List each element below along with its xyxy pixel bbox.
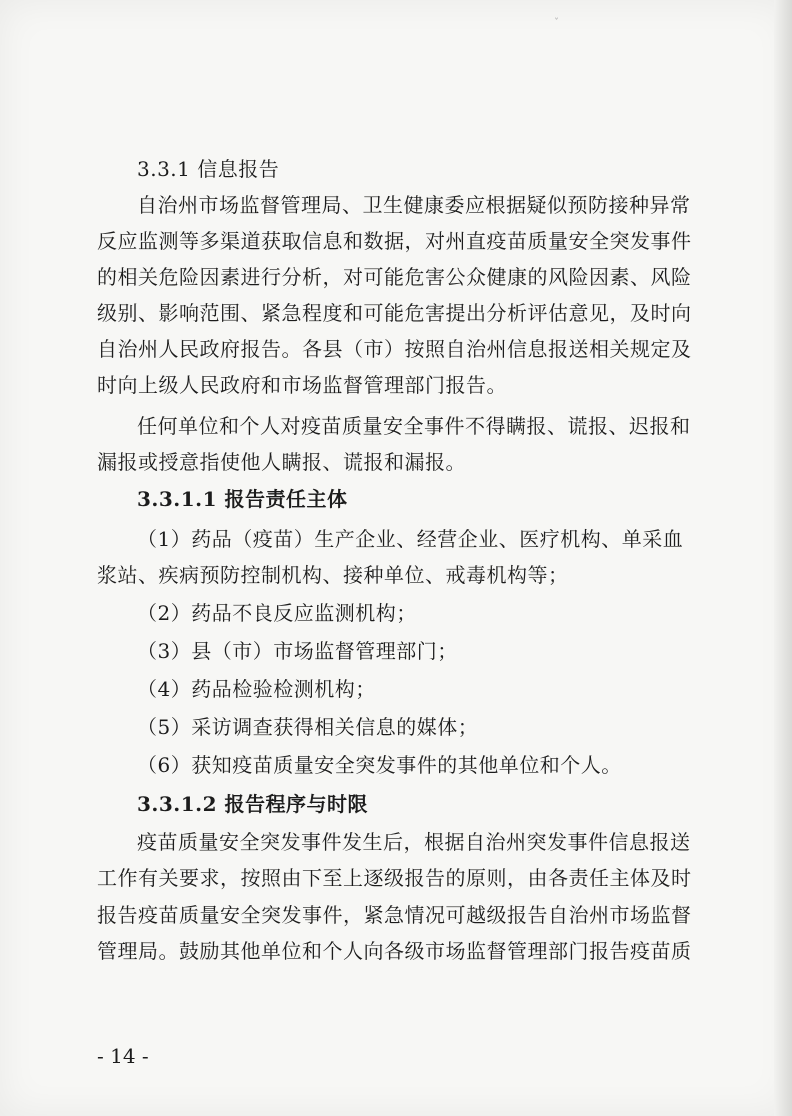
paragraph-line: 疫苗质量安全突发事件发生后，根据自治州突发事件信息报送 (137, 830, 691, 854)
list-item: （4）药品检验检测机构； (137, 677, 376, 701)
paragraph-line: 的相关危险因素进行分析，对可能危害公众健康的风险因素、风险 (97, 265, 692, 289)
scanned-page-edge (774, 0, 792, 1116)
list-item: （6）获知疫苗质量安全突发事件的其他单位和个人。 (137, 753, 622, 777)
list-item: （5）采访调查获得相关信息的媒体； (137, 715, 479, 739)
list-item: （3）县（市）市场监督管理部门； (137, 639, 458, 663)
paragraph-line: 报告疫苗质量安全突发事件，紧急情况可越级报告自治州市场监督 (97, 903, 692, 927)
paragraph-line: 时向上级人民政府和市场监督管理部门报告。 (97, 373, 507, 397)
paragraph-line: 反应监测等多渠道获取信息和数据，对州直疫苗质量安全突发事件 (97, 229, 692, 253)
scan-mark: ˇ (554, 18, 559, 29)
list-item-continuation: 浆站、疾病预防控制机构、接种单位、戒毒机构等； (97, 563, 569, 587)
paragraph-line: 管理局。鼓励其他单位和个人向各级市场监督管理部门报告疫苗质 (97, 939, 692, 963)
paragraph-line: 漏报或授意指使他人瞒报、谎报和漏报。 (97, 450, 466, 474)
paragraph-line: 自治州人民政府报告。各县（市）按照自治州信息报送相关规定及 (97, 337, 692, 361)
paragraph-line: 级别、影响范围、紧急程度和可能危害提出分析评估意见，及时向 (97, 301, 692, 325)
paragraph-line: 工作有关要求，按照由下至上逐级报告的原则，由各责任主体及时 (97, 866, 692, 890)
section-heading-3-3-1-2: 3.3.1.2 报告程序与时限 (137, 792, 369, 816)
list-item: （2）药品不良反应监测机构； (137, 601, 417, 625)
section-heading-3-3-1: 3.3.1 信息报告 (137, 157, 280, 181)
section-heading-3-3-1-1: 3.3.1.1 报告责任主体 (137, 487, 348, 511)
list-item: （1）药品（疫苗）生产企业、经营企业、医疗机构、单采血 (137, 527, 684, 551)
paragraph-line: 任何单位和个人对疫苗质量安全事件不得瞒报、谎报、迟报和 (137, 414, 691, 438)
paragraph-line: 自治州市场监督管理局、卫生健康委应根据疑似预防接种异常 (137, 193, 691, 217)
page-number: - 14 - (97, 1044, 149, 1068)
